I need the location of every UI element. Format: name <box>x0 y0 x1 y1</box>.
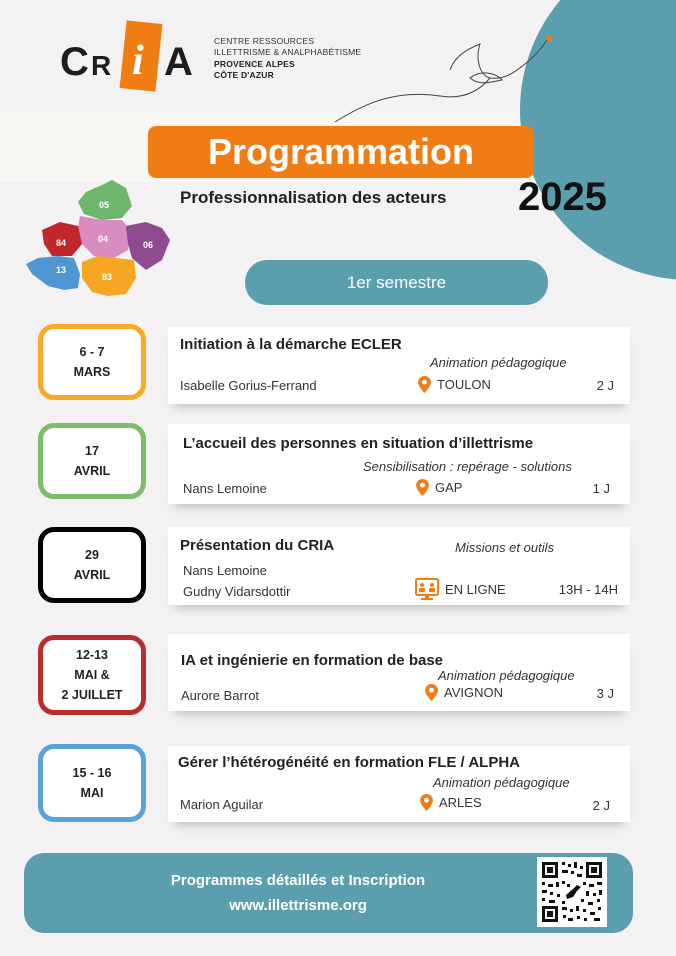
event-date-box <box>38 423 146 499</box>
event-date-line: MARS <box>73 365 111 379</box>
event-speaker: Marion Aguilar <box>180 797 264 812</box>
event-card[interactable] <box>168 327 630 404</box>
footer-text <box>140 868 456 918</box>
svg-text:i: i <box>132 38 144 84</box>
event-card[interactable] <box>168 746 630 822</box>
event-title: L’accueil des personnes en situation d’illettrisme <box>183 435 534 452</box>
event-location-name: AVIGNON <box>444 685 503 700</box>
event-type: Sensibilisation : repérage - solutions <box>363 459 572 474</box>
event-type: Animation pédagogique <box>438 668 575 683</box>
event-location <box>416 479 462 496</box>
event-date-line: 17 <box>85 444 99 458</box>
dove-illustration-icon <box>330 30 560 125</box>
event-location-name: EN LIGNE <box>445 581 506 597</box>
event-date-line: 15 - 16 <box>72 766 112 780</box>
map-label-04: 04 <box>98 234 109 244</box>
department-13 <box>26 256 80 290</box>
svg-text:R: R <box>91 50 112 81</box>
map-label-06: 06 <box>143 240 154 250</box>
svg-text:A: A <box>164 40 193 84</box>
event-date-box <box>38 527 146 603</box>
footer-line-1: Programmes détaillés et Inscription <box>170 872 426 889</box>
event-location <box>425 684 503 701</box>
event-date-line: MAI & <box>74 668 110 682</box>
year: 2025 <box>518 175 607 219</box>
video-call-icon <box>415 578 439 600</box>
event-date-line: 2 JUILLET <box>61 688 123 702</box>
event-title: Présentation du CRIA <box>180 537 335 554</box>
org-line-1: CENTRE RESSOURCES <box>214 36 315 46</box>
region-line-1: PROVENCE ALPES <box>214 59 295 69</box>
event-speaker: Aurore Barrot <box>181 688 260 703</box>
event-speaker: Nans Lemoine <box>183 481 267 496</box>
event-duration: 2 J <box>596 378 614 393</box>
map-label-05: 05 <box>99 200 110 210</box>
event-title: Initiation à la démarche ECLER <box>180 336 402 353</box>
map-pin-icon <box>425 684 438 701</box>
event-date-line: AVRIL <box>73 464 111 478</box>
organization-name <box>214 36 361 80</box>
event-date-box <box>38 744 146 822</box>
event-card[interactable] <box>168 634 630 711</box>
event-card[interactable] <box>168 527 630 605</box>
event-speaker: Nans Lemoine <box>183 563 267 578</box>
event-speaker: Gudny Vidarsdottir <box>183 584 291 599</box>
event-date-line: AVRIL <box>73 568 111 582</box>
map-pin-icon <box>418 376 431 393</box>
event-date-line: 12-13 <box>76 648 108 662</box>
event-location <box>420 794 482 811</box>
event-date-line: 6 - 7 <box>79 345 105 359</box>
region-line-2: CÔTE D'AZUR <box>214 69 274 80</box>
map-label-13: 13 <box>56 265 67 275</box>
event-type: Animation pédagogique <box>430 355 567 370</box>
event-location-name: ARLES <box>439 795 482 810</box>
event-location <box>418 376 491 393</box>
cria-logo <box>60 18 206 92</box>
event-type: Missions et outils <box>455 540 554 555</box>
semester-badge: 1er semestre <box>245 260 548 305</box>
event-duration: 1 J <box>592 481 610 496</box>
region-map <box>22 178 174 298</box>
event-type: Animation pédagogique <box>433 775 570 790</box>
event-date-line: 29 <box>85 548 99 562</box>
map-label-84: 84 <box>56 238 67 248</box>
org-line-2: ILLETTRISME & ANALPHABÉTISME <box>214 46 362 57</box>
subtitle: Professionnalisation des acteurs <box>180 188 447 207</box>
event-duration: 3 J <box>596 686 614 701</box>
map-label-83: 83 <box>102 272 113 282</box>
event-date-box <box>38 324 146 400</box>
event-speaker: Isabelle Gorius-Ferrand <box>180 378 317 393</box>
qr-code-icon[interactable] <box>537 857 607 927</box>
website-link[interactable]: www.illettrisme.org <box>229 897 367 914</box>
map-pin-icon <box>420 794 433 811</box>
event-date-box <box>38 635 146 715</box>
event-duration: 13H - 14H <box>558 582 618 597</box>
page-title: Programmation <box>148 126 534 178</box>
event-card[interactable] <box>168 424 630 504</box>
event-title: IA et ingénierie en formation de base <box>181 652 444 669</box>
event-date-line: MAI <box>80 786 104 800</box>
event-duration: 2 J <box>592 798 610 813</box>
event-location-name: GAP <box>435 480 463 495</box>
svg-text:C: C <box>60 40 89 84</box>
map-pin-icon <box>416 479 429 496</box>
event-location-name: TOULON <box>437 377 491 392</box>
event-title: Gérer l’hétérogénéité en formation FLE / ALPHA <box>178 754 520 771</box>
event-location <box>415 578 506 600</box>
